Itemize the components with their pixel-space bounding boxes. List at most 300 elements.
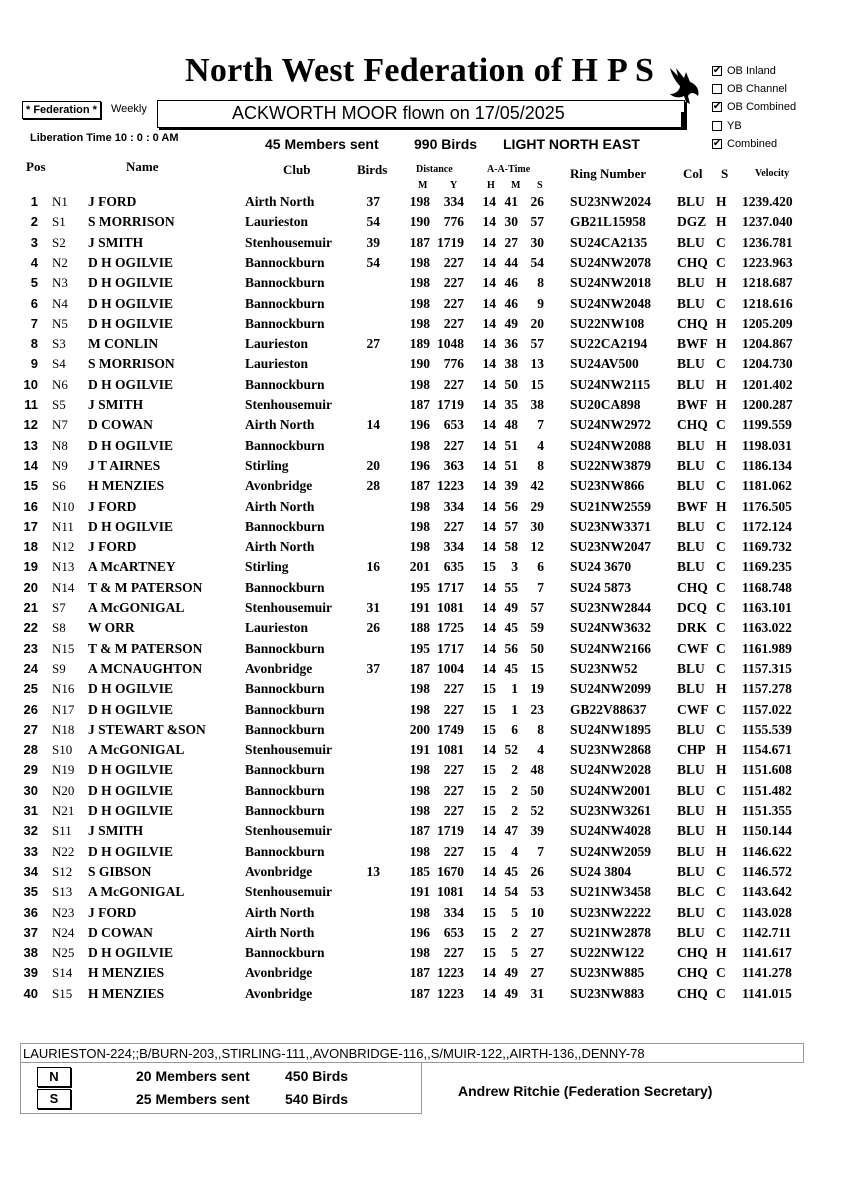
option-ob-combined[interactable] — [712, 98, 796, 116]
cell-sex: C — [716, 457, 726, 473]
cell-birds-sent: 37 — [366, 660, 380, 676]
cell-time-minutes: 1 — [511, 681, 518, 697]
cell-club: Laurieston — [245, 336, 309, 352]
cell-section-position: N17 — [52, 701, 75, 717]
cell-distance-yards: 227 — [443, 803, 464, 818]
cell-section-position: N22 — [52, 843, 75, 859]
cell-distance-yards: 227 — [443, 376, 464, 392]
cell-fancier-name: S MORRISON — [88, 356, 175, 372]
cell-section-position: N19 — [52, 762, 75, 778]
cell-ring-number: SU24NW2048 — [570, 295, 652, 311]
cell-distance-miles: 198 — [409, 701, 430, 717]
cell-time-seconds: 7 — [537, 417, 544, 433]
cell-colour: BLU — [677, 762, 705, 778]
cell-position: 11 — [24, 397, 38, 412]
cell-sex: H — [716, 315, 727, 331]
cell-sex: H — [716, 214, 727, 230]
cell-time-seconds: 57 — [530, 336, 544, 352]
cell-position: 27 — [23, 721, 38, 737]
cell-time-minutes: 2 — [511, 762, 518, 778]
cell-distance-yards: 653 — [443, 924, 464, 940]
cell-birds-sent: 14 — [366, 417, 380, 433]
cell-sex: C — [716, 721, 726, 737]
table-row — [0, 821, 848, 841]
cell-time-seconds: 4 — [537, 437, 544, 453]
cell-time-hours: 14 — [482, 600, 496, 615]
cell-distance-miles: 191 — [409, 742, 430, 758]
option-ob-inland[interactable] — [712, 62, 796, 80]
cell-time-minutes: 44 — [504, 254, 518, 270]
cell-time-minutes: 49 — [504, 315, 518, 331]
cell-velocity: 1172.124 — [742, 518, 792, 534]
cell-time-hours: 14 — [482, 234, 496, 250]
cell-club: Airth North — [245, 498, 315, 514]
header-time-h: H — [487, 180, 495, 191]
cell-colour: BLU — [677, 295, 705, 311]
cell-time-hours: 14 — [482, 457, 496, 473]
header-sex: S — [721, 166, 729, 181]
club-totals: LAURIESTON-224;;B/BURN-203,,STIRLING-111,,AVONBRIDGE-116,,S/MUIR-122,,AIRTH-136,,DENNY-78 — [20, 1043, 804, 1063]
cell-distance-miles: 198 — [409, 904, 430, 920]
cell-club: Laurieston — [245, 620, 309, 636]
race-title: ACKWORTH MOOR flown on 17/05/2025 — [232, 103, 565, 123]
cell-velocity: 1155.539 — [742, 721, 792, 737]
cell-distance-miles: 191 — [409, 600, 430, 615]
cell-time-hours: 15 — [482, 945, 496, 961]
cell-sex: H — [716, 336, 727, 352]
cell-velocity: 1157.315 — [742, 660, 792, 676]
cell-distance-yards: 1670 — [437, 863, 464, 879]
cell-time-minutes: 30 — [504, 214, 518, 230]
cell-velocity: 1218.687 — [742, 275, 793, 291]
cell-velocity: 1237.040 — [742, 214, 793, 230]
cell-club: Stenhousemuir — [245, 742, 333, 758]
cell-colour: BLU — [677, 660, 705, 676]
cell-colour: BLU — [677, 356, 705, 372]
cell-distance-yards: 1749 — [437, 721, 464, 737]
cell-position: 21 — [23, 600, 38, 615]
cell-distance-miles: 185 — [409, 863, 430, 879]
cell-birds-sent: 37 — [366, 194, 380, 209]
cell-colour: BLU — [677, 194, 705, 209]
cell-velocity: 1176.505 — [742, 498, 792, 514]
cell-distance-yards: 227 — [443, 681, 464, 697]
section-n-members: 20 Members sent — [136, 1068, 250, 1084]
cell-ring-number: GB22V88637 — [570, 701, 647, 717]
cell-fancier-name: A MCNAUGHTON — [88, 660, 203, 676]
cell-position: 6 — [30, 295, 38, 311]
option-yb[interactable] — [712, 117, 796, 135]
cell-ring-number: SU20CA898 — [570, 397, 641, 412]
table-row — [0, 375, 848, 395]
table-row — [0, 476, 848, 496]
cell-time-seconds: 15 — [530, 660, 544, 676]
cell-birds-sent: 27 — [366, 336, 380, 352]
cell-distance-miles: 189 — [409, 336, 430, 352]
cell-colour: BLU — [677, 721, 705, 737]
header-time-m: M — [511, 180, 521, 191]
liberation-time: Liberation Time 10 : 0 : 0 AM — [30, 132, 179, 144]
cell-position: 23 — [23, 640, 38, 656]
cell-time-hours: 14 — [482, 295, 496, 311]
cell-distance-yards: 227 — [443, 315, 464, 331]
cell-time-hours: 14 — [482, 985, 496, 1001]
cell-colour: CHP — [677, 742, 706, 758]
cell-time-minutes: 35 — [504, 397, 518, 412]
cell-sex: C — [716, 254, 726, 270]
cell-fancier-name: D H OGILVIE — [88, 437, 174, 453]
cell-birds-sent: 54 — [366, 214, 380, 230]
cell-time-minutes: 49 — [504, 600, 518, 615]
cell-fancier-name: M CONLIN — [88, 336, 159, 352]
cell-colour: BLU — [677, 823, 705, 839]
cell-distance-miles: 187 — [409, 660, 430, 676]
cell-section-position: N2 — [52, 254, 68, 270]
table-row — [0, 882, 848, 902]
cell-position: 39 — [23, 965, 38, 981]
table-row — [0, 781, 848, 801]
cell-club: Bannockburn — [245, 701, 325, 717]
cell-time-hours: 14 — [482, 965, 496, 981]
cell-time-hours: 15 — [482, 762, 496, 778]
cell-time-seconds: 48 — [530, 762, 544, 778]
cell-position: 25 — [23, 681, 38, 697]
cell-distance-miles: 198 — [409, 498, 430, 514]
cell-time-seconds: 26 — [530, 194, 544, 209]
table-row — [0, 963, 848, 983]
cell-distance-miles: 187 — [409, 234, 430, 250]
cell-distance-miles: 198 — [409, 275, 430, 291]
cell-position: 37 — [23, 924, 38, 940]
table-row — [0, 517, 848, 537]
section-n-birds: 450 Birds — [285, 1068, 349, 1084]
table-row — [0, 537, 848, 557]
cell-time-minutes: 2 — [511, 924, 518, 940]
cell-time-hours: 14 — [482, 823, 496, 839]
cell-colour: BLU — [677, 518, 705, 534]
cell-distance-miles: 195 — [409, 579, 430, 595]
cell-club: Stenhousemuir — [245, 600, 333, 615]
cell-ring-number: SU24AV500 — [570, 356, 639, 372]
cell-distance-yards: 1719 — [437, 234, 464, 250]
table-row — [0, 557, 848, 577]
cell-time-hours: 14 — [482, 275, 496, 291]
cell-time-seconds: 15 — [530, 376, 544, 392]
cell-position: 14 — [23, 457, 38, 473]
cell-velocity: 1157.022 — [742, 701, 792, 717]
cell-distance-miles: 200 — [409, 721, 430, 737]
cell-colour: BLU — [677, 234, 705, 250]
section-n-badge: N — [37, 1067, 71, 1087]
cell-time-minutes: 38 — [504, 356, 518, 372]
cell-distance-miles: 196 — [409, 924, 430, 940]
cell-section-position: S6 — [52, 478, 66, 494]
option-label: OB Combined — [727, 101, 797, 114]
cell-fancier-name: H MENZIES — [88, 478, 165, 494]
cell-sex: H — [716, 275, 727, 291]
table-row — [0, 740, 848, 760]
table-row — [0, 862, 848, 882]
table-row — [0, 984, 848, 1004]
checkbox[interactable]: ✔ — [712, 101, 722, 113]
cell-time-hours: 14 — [482, 376, 496, 392]
cell-time-seconds: 59 — [530, 620, 544, 636]
cell-sex: C — [716, 924, 726, 940]
cell-time-seconds: 26 — [530, 863, 544, 879]
cell-fancier-name: W ORR — [88, 620, 135, 636]
cell-sex: C — [716, 863, 726, 879]
cell-time-minutes: 49 — [504, 965, 518, 981]
cell-fancier-name: T & M PATERSON — [88, 640, 203, 656]
cell-distance-yards: 776 — [443, 356, 464, 372]
cell-club: Airth North — [245, 904, 315, 920]
cell-distance-miles: 188 — [409, 620, 430, 636]
cell-fancier-name: D COWAN — [88, 417, 153, 433]
cell-time-minutes: 2 — [511, 782, 518, 798]
cell-fancier-name: H MENZIES — [88, 985, 165, 1001]
cell-sex: H — [716, 823, 727, 839]
cell-position: 24 — [23, 660, 38, 676]
cell-distance-yards: 635 — [443, 559, 464, 575]
cell-position: 4 — [30, 254, 38, 270]
checkbox[interactable]: ✔ — [712, 65, 722, 77]
cell-fancier-name: A McGONIGAL — [88, 600, 185, 615]
table-row — [0, 598, 848, 618]
cell-section-position: N14 — [52, 579, 75, 595]
cell-time-minutes: 51 — [504, 437, 518, 453]
cell-time-seconds: 54 — [530, 254, 544, 270]
cell-fancier-name: D H OGILVIE — [88, 295, 174, 311]
cell-club: Laurieston — [245, 214, 309, 230]
cell-colour: BLU — [677, 924, 705, 940]
cell-time-hours: 14 — [482, 620, 496, 636]
cell-ring-number: SU23NW2222 — [570, 904, 652, 920]
cell-ring-number: GB21L15958 — [570, 214, 646, 230]
cell-distance-miles: 198 — [409, 762, 430, 778]
cell-velocity: 1205.209 — [742, 315, 793, 331]
cell-time-hours: 14 — [482, 660, 496, 676]
cell-fancier-name: J T AIRNES — [88, 457, 161, 473]
cell-ring-number: SU21NW2878 — [570, 924, 652, 940]
table-row — [0, 618, 848, 638]
cell-distance-yards: 227 — [443, 295, 464, 311]
cell-velocity: 1143.642 — [742, 884, 792, 900]
cell-ring-number: SU23NW3261 — [570, 803, 652, 818]
cell-section-position: S9 — [52, 660, 66, 676]
cell-position: 30 — [23, 782, 38, 798]
cell-distance-miles: 198 — [409, 315, 430, 331]
cell-ring-number: SU24NW1895 — [570, 721, 652, 737]
cell-position: 9 — [30, 356, 38, 372]
cell-time-seconds: 27 — [530, 945, 544, 961]
cell-time-seconds: 23 — [530, 701, 544, 717]
table-row — [0, 212, 848, 232]
cell-birds-sent: 20 — [366, 457, 380, 473]
cell-time-seconds: 30 — [530, 518, 544, 534]
cell-distance-miles: 198 — [409, 782, 430, 798]
option-combined[interactable] — [712, 135, 796, 153]
cell-club: Bannockburn — [245, 579, 325, 595]
cell-sex: C — [716, 417, 726, 433]
cell-section-position: N10 — [52, 498, 75, 514]
cell-distance-miles: 187 — [409, 985, 430, 1001]
cell-distance-yards: 334 — [443, 194, 464, 209]
table-row — [0, 354, 848, 374]
cell-sex: C — [716, 539, 726, 555]
cell-ring-number: SU23NW883 — [570, 985, 645, 1001]
members-sent: 45 Members sent — [265, 136, 379, 152]
cell-club: Laurieston — [245, 356, 309, 372]
cell-position: 17 — [23, 518, 38, 534]
cell-position: 33 — [23, 843, 38, 859]
cell-fancier-name: D H OGILVIE — [88, 275, 174, 291]
cell-distance-yards: 227 — [443, 843, 464, 859]
cell-sex: C — [716, 884, 726, 900]
cell-fancier-name: A McARTNEY — [88, 559, 176, 575]
cell-colour: CWF — [677, 640, 709, 656]
cell-club: Stenhousemuir — [245, 884, 333, 900]
cell-time-seconds: 4 — [537, 742, 544, 758]
cell-sex: C — [716, 600, 726, 615]
cell-club: Avonbridge — [245, 863, 313, 879]
cell-distance-yards: 1719 — [437, 397, 464, 412]
cell-distance-yards: 227 — [443, 518, 464, 534]
cell-section-position: S14 — [52, 965, 73, 981]
cell-velocity: 1169.235 — [742, 559, 792, 575]
cell-section-position: N15 — [52, 640, 75, 656]
option-label: Combined — [727, 137, 778, 150]
cell-time-seconds: 31 — [530, 985, 544, 1001]
cell-colour: BLU — [677, 457, 705, 473]
cell-distance-yards: 1081 — [437, 600, 464, 615]
cell-velocity: 1199.559 — [742, 417, 792, 433]
cell-section-position: S13 — [52, 884, 73, 900]
cell-sex: H — [716, 194, 727, 209]
federation-secretary: Andrew Ritchie (Federation Secretary) — [458, 1083, 713, 1099]
table-row — [0, 294, 848, 314]
cell-fancier-name: D H OGILVIE — [88, 782, 174, 798]
cell-section-position: S7 — [52, 600, 66, 615]
cell-velocity: 1201.402 — [742, 376, 793, 392]
cell-fancier-name: D H OGILVIE — [88, 518, 174, 534]
table-row — [0, 903, 848, 923]
cell-distance-yards: 227 — [443, 782, 464, 798]
cell-birds-sent: 16 — [366, 559, 380, 575]
cell-distance-yards: 1717 — [437, 579, 464, 595]
cell-fancier-name: D H OGILVIE — [88, 945, 174, 961]
cell-time-seconds: 30 — [530, 234, 544, 250]
divider — [681, 112, 684, 130]
cell-club: Avonbridge — [245, 965, 313, 981]
header-name: Name — [126, 159, 159, 174]
cell-club: Avonbridge — [245, 985, 313, 1001]
cell-club: Bannockburn — [245, 376, 325, 392]
cell-velocity: 1161.989 — [742, 640, 792, 656]
cell-time-minutes: 57 — [504, 518, 518, 534]
cell-fancier-name: D H OGILVIE — [88, 681, 174, 697]
cell-section-position: S11 — [52, 823, 72, 839]
cell-distance-yards: 1004 — [437, 660, 464, 676]
table-row — [0, 395, 848, 415]
table-row — [0, 314, 848, 334]
option-label: OB Channel — [727, 83, 787, 96]
cell-sex: C — [716, 640, 726, 656]
cell-time-minutes: 1 — [511, 701, 518, 717]
cell-fancier-name: D H OGILVIE — [88, 315, 174, 331]
option-ob-channel[interactable] — [712, 80, 796, 98]
cell-time-hours: 14 — [482, 579, 496, 595]
cell-position: 15 — [23, 478, 38, 494]
cell-time-seconds: 27 — [530, 965, 544, 981]
cell-section-position: N6 — [52, 376, 68, 392]
cell-fancier-name: J SMITH — [88, 397, 144, 412]
cell-velocity: 1141.617 — [742, 945, 792, 961]
cell-time-minutes: 3 — [511, 559, 518, 575]
cell-distance-miles: 190 — [409, 356, 430, 372]
cell-time-seconds: 50 — [530, 640, 544, 656]
cell-ring-number: SU21NW2559 — [570, 498, 652, 514]
cell-club: Bannockburn — [245, 945, 325, 961]
cell-position: 5 — [30, 275, 38, 291]
cell-distance-miles: 198 — [409, 518, 430, 534]
cell-time-minutes: 47 — [504, 823, 518, 839]
cell-velocity: 1143.028 — [742, 904, 792, 920]
cell-ring-number: SU24NW2018 — [570, 275, 652, 291]
cell-sex: H — [716, 945, 727, 961]
cell-time-seconds: 27 — [530, 924, 544, 940]
table-row — [0, 273, 848, 293]
cell-colour: CHQ — [677, 945, 708, 961]
checkbox[interactable] — [712, 84, 722, 94]
cell-velocity: 1141.278 — [742, 965, 792, 981]
section-s-members: 25 Members sent — [136, 1091, 250, 1107]
cell-distance-yards: 363 — [443, 457, 464, 473]
option-label: YB — [727, 119, 742, 132]
cell-time-seconds: 53 — [530, 884, 544, 900]
cell-section-position: N8 — [52, 437, 68, 453]
cell-club: Airth North — [245, 417, 315, 433]
cell-colour: BWF — [677, 397, 708, 412]
cell-position: 13 — [23, 437, 38, 453]
cell-ring-number: SU24 5873 — [570, 579, 632, 595]
checkbox[interactable]: ✔ — [712, 137, 722, 149]
cell-time-minutes: 2 — [511, 803, 518, 818]
cell-time-hours: 15 — [482, 904, 496, 920]
cell-velocity: 1163.022 — [742, 620, 792, 636]
checkbox[interactable] — [712, 121, 722, 131]
cell-time-minutes: 45 — [504, 863, 518, 879]
cell-distance-miles: 198 — [409, 437, 430, 453]
cell-time-minutes: 50 — [504, 376, 518, 392]
cell-distance-miles: 187 — [409, 478, 430, 494]
cell-time-seconds: 52 — [530, 803, 544, 818]
header-col: Col — [683, 166, 703, 181]
cell-ring-number: SU23NW3371 — [570, 518, 652, 534]
table-row — [0, 497, 848, 517]
cell-ring-number: SU24NW2059 — [570, 843, 652, 859]
cell-time-hours: 14 — [482, 498, 496, 514]
cell-time-minutes: 52 — [504, 742, 518, 758]
cell-section-position: S4 — [52, 356, 66, 372]
cell-colour: CHQ — [677, 254, 708, 270]
cell-velocity: 1181.062 — [742, 478, 792, 494]
cell-ring-number: SU23NW885 — [570, 965, 645, 981]
cell-fancier-name: D H OGILVIE — [88, 803, 174, 818]
cell-ring-number: SU23NW2024 — [570, 194, 652, 209]
cell-section-position: S1 — [52, 214, 66, 230]
federation-button[interactable]: * Federation * — [22, 101, 101, 119]
cell-section-position: N1 — [52, 194, 68, 209]
